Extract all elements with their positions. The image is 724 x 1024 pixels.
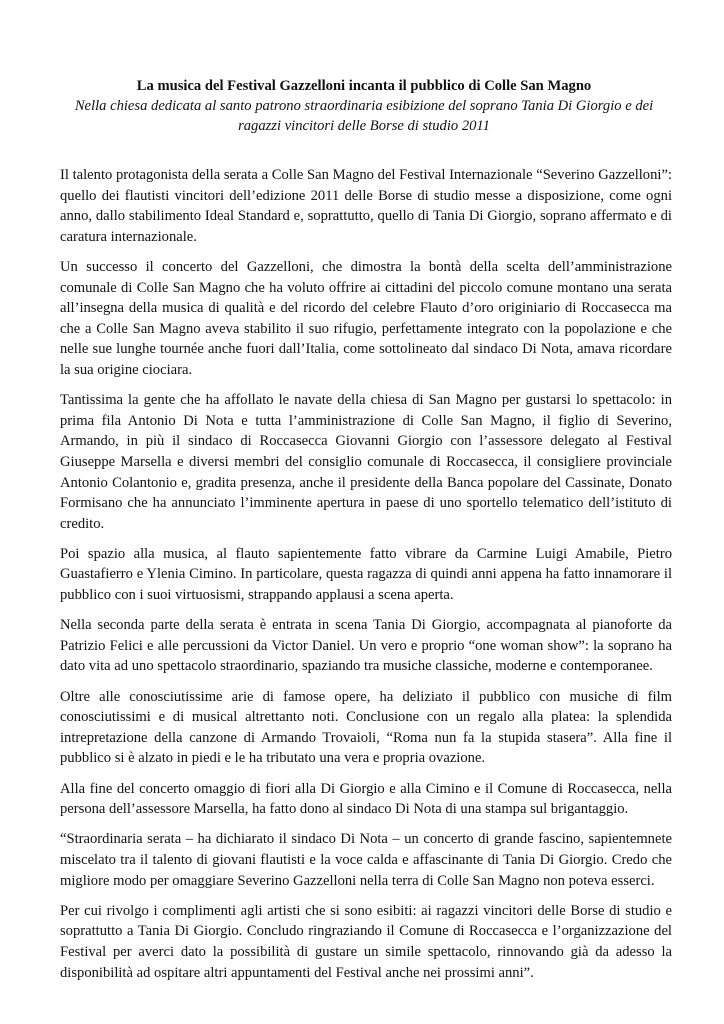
paragraph-4: Poi spazio alla musica, al flauto sapientemente fatto vibrare da Carmine Luigi Amabile, Pietro Guastafierro e Ylenia Cimino. In particolare, questa ragazza di quindi anni appena ha fatto innamorare il pubblico con i suoi virtuosismi, strappando applausi a scena aperta. xyxy=(60,545,672,604)
article-header xyxy=(58,76,670,136)
article-title: La musica del Festival Gazzelloni incanta il pubblico di Colle San Magno xyxy=(136,78,592,94)
article-body xyxy=(60,165,672,993)
paragraph-5: Nella seconda parte della serata è entrata in scena Tania Di Giorgio, accompagnata al pianoforte da Patrizio Felici e alle percussioni da Victor Daniel. Un vero e proprio “one woman show”: la soprano ha dato vita ad uno spettacolo straordinario, spaziando tra musiche classiche, moderne e contemporanee. xyxy=(60,617,672,675)
paragraph-1: Il talento protagonista della serata a Colle San Magno del Festival Internazionale “Severino Gazzelloni”: quello dei flautisti vincitori dell’edizione 2011 delle Borse di studio messe a disposizione, come ogni anno, dallo stabilimento Ideal Standard e, soprattutto, quello di Tania Di Giorgio, soprano affermato e di caratura internazionale. xyxy=(60,167,672,245)
paragraph-3: Tantissima la gente che ha affollato le navate della chiesa di San Magno per gustarsi lo spettacolo: in prima fila Antonio Di Nota e tutta l’amministrazione di Colle San Magno, il figlio di Severino, Armando, in più il sindaco di Roccasecca Giovanni Giorgio con l’assessore delegato al Festival Giuseppe Marsella e diversi membri del consiglio comunale di Roccasecca, il consigliere provinciale Antonio Colantonio e, gradita presenza, anche il presidente della Banca popolare del Cassinate, Donato Formisano che ha annunciato l’imminente apertura in paese di uno sportello telematico dell’istituto di credito. xyxy=(60,392,672,532)
paragraph-6: Oltre alle conosciutissime arie di famose opere, ha deliziato il pubblico con musiche di film conosciutissimi e di musical altrettanto noti. Conclusione con un regalo alla platea: la splendida intrepretazione della canzone di Armando Trovaioli, “Roma nun fa la stupida stasera”. Alla fine il pubblico si è alzato in piedi e le ha tributato una vera e propria ovazione. xyxy=(60,688,672,767)
article-subtitle: Nella chiesa dedicata al santo patrono straordinaria esibizione del soprano Tania Di Giorgio e dei ragazzi vincitori delle Borse di studio 2011 xyxy=(74,98,654,134)
paragraph-8: “Straordinaria serata – ha dichiarato il sindaco Di Nota – un concerto di grande fascino, sapientemnete miscelato tra il talento di giovani flautisti e la voce calda e affascinante di Tania Di Giorgio. Credo che migliore modo per omaggiare Severino Gazzelloni nella terra di Colle San Magno non poteva esserci. xyxy=(60,831,672,889)
paragraph-2: Un successo il concerto del Gazzelloni, che dimostra la bontà della scelta dell’amministrazione comunale di Colle San Magno che ha voluto offrire ai cittadini del piccolo comune montano una serata all’insegna della musica di qualità e del ricordo del celebre Flauto d’oro originiario di Roccasecca ma che a Colle San Magno aveva stabilito il suo rifugio, perfettamente integrato con la popolazione e che nelle sue lunghe tournée anche fuori dall’Italia, come sottolineato dal sindaco Di Nota, amava ricordare la sua origine ciociara. xyxy=(60,258,672,378)
paragraph-7: Alla fine del concerto omaggio di fiori alla Di Giorgio e alla Cimino e il Comune di Roccasecca, nella persona dell’assessore Marsella, ha fatto dono al sindaco Di Nota di una stampa sul brigantaggio. xyxy=(60,780,672,818)
paragraph-9: Per cui rivolgo i complimenti agli artisti che si sono esibiti: ai ragazzi vincitori delle Borse di studio e soprattutto a Tania Di Giorgio. Concludo ringraziando il Comune di Roccasecca e l’organizzazione del Festival per averci dato la possibilità di gustare un simile spettacolo, rinnovando già da adesso la disponibilità ad ospitare altri appuntamenti del Festival anche nei prossimi anni”. xyxy=(60,902,672,981)
